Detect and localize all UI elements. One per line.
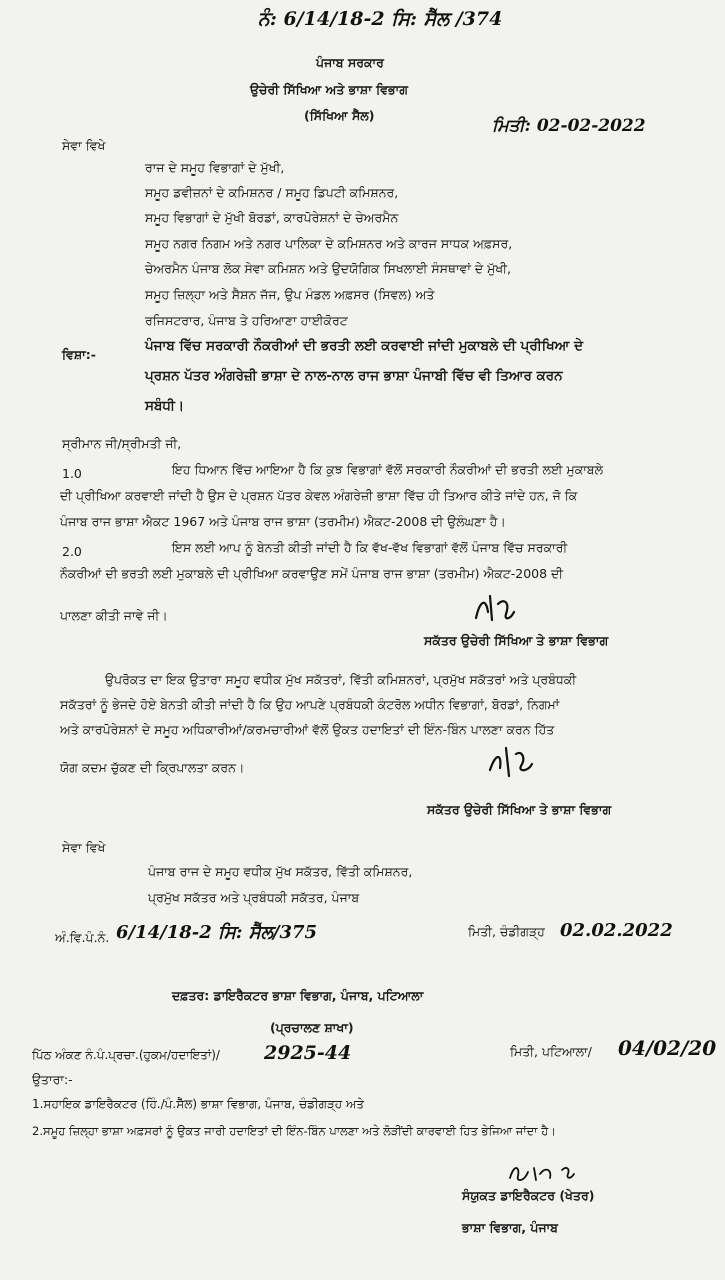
memo-number: ਨੰ: 6/14/18-2 ਸਿ: ਸੈੱਲ /374 [258, 8, 503, 30]
endorsement-line: ਯੋਗ ਕਦਮ ਚੁੱਕਣ ਦੀ ਕ੍ਰਿਪਾਲਤਾ ਕਰਨ। [60, 760, 245, 775]
govt-name: ਪੰਜਾਬ ਸਰਕਾਰ [316, 55, 384, 70]
endorsement-date-label: ਮਿਤੀ, ਚੰਡੀਗੜ੍ਹ [468, 924, 545, 939]
recipient-line: ਚੇਅਰਮੈਨ ਪੰਜਾਬ ਲੋਕ ਸੇਵਾ ਕਮਿਸ਼ਨ ਅਤੇ ਉਦਯੋਗਿਕ ਸਿਖਲਾਈ ਸੰਸਥਾਵਾਂ ਦੇ ਮੁੱਖੀ, [145, 261, 511, 276]
office-ref-prefix: ਪਿੱਠ ਅੰਕਣ ਨੰ.ਪੰ.ਪ੍ਰਚਾ.(ਹੁਕਮ/ਹਦਾਇਤਾਂ)/ [32, 1048, 220, 1062]
paragraph-number: 1.0 [62, 466, 82, 481]
recipient-line: ਸਮੂਹ ਨਗਰ ਨਿਗਮ ਅਤੇ ਨਗਰ ਪਾਲਿਕਾ ਦੇ ਕਮਿਸ਼ਨਰ ਅਤੇ ਕਾਰਜ ਸਾਧਕ ਅਫ਼ਸਰ, [145, 236, 513, 251]
recipients-label: ਸੇਵਾ ਵਿਖੇ [62, 138, 106, 153]
department-name: ਉਚੇਰੀ ਸਿੱਖਿਆ ਅਤੇ ਭਾਸ਼ਾ ਵਿਭਾਗ [250, 82, 408, 97]
paragraph-line: ਪੰਜਾਬ ਰਾਜ ਭਾਸ਼ਾ ਐਕਟ 1967 ਅਤੇ ਪੰਜਾਬ ਰਾਜ ਭਾਸ਼ਾ (ਤਰਮੀਮ) ਐਕਟ-2008 ਦੀ ਉਲੰਘਣਾ ਹੈ। [60, 514, 506, 529]
recipient-line: ਸਮੂਹ ਵਿਭਾਗਾਂ ਦੇ ਮੁੱਖੀ ਬੋਰਡਾਂ, ਕਾਰਪੋਰੇਸ਼ਨਾਂ ਦੇ ਚੇਅਰਮੈਨ [145, 210, 399, 225]
paragraph-line: ਦੀ ਪ੍ਰੀਖਿਆ ਕਰਵਾਈ ਜਾਂਦੀ ਹੈ ਉਸ ਦੇ ਪ੍ਰਸ਼ਨ ਪੱਤਰ ਕੇਵਲ ਅੰਗਰੇਜ਼ੀ ਭਾਸ਼ਾ ਵਿੱਚ ਹੀ ਤਿਆਰ ਕੀਤੇ ਜਾਂਦੇ ਹਨ, ਜੋ ਕਿ [60, 488, 578, 503]
recipients-label: ਸੇਵਾ ਵਿਖੇ [62, 840, 106, 855]
paragraph-line: ਪਾਲਣਾ ਕੀਤੀ ਜਾਵੇ ਜੀ। [60, 608, 168, 623]
signature-mark-icon [486, 744, 536, 780]
office-date-label: ਮਿਤੀ, ਪਟਿਆਲਾ/ [510, 1044, 592, 1059]
office-title: ਦਫ਼ਤਰ: ਡਾਇਰੈਕਟਰ ਭਾਸ਼ਾ ਵਿਭਾਗ, ਪੰਜਾਬ, ਪਟਿਆਲਾ [172, 988, 424, 1003]
recipient-line: ਸਮੂਹ ਡਵੀਜ਼ਨਾਂ ਦੇ ਕਮਿਸ਼ਨਰ / ਸਮੂਹ ਡਿਪਟੀ ਕਮਿਸ਼ਨਰ, [145, 185, 399, 200]
copy-line: 1.ਸਹਾਇਕ ਡਾਇਰੈਕਟਰ (ਹਿੰ./ਪੰ.ਸੈੱਲ) ਭਾਸ਼ਾ ਵਿਭਾਗ, ਪੰਜਾਬ, ਚੰਡੀਗੜ੍ਹ ਅਤੇ [32, 1097, 364, 1111]
recipient-line: ਸਮੂਹ ਜ਼ਿਲ੍ਹਾ ਅਤੇ ਸੈਸ਼ਨ ਜੱਜ, ਉਪ ਮੰਡਲ ਅਫ਼ਸਰ (ਸਿਵਲ) ਅਤੇ [145, 287, 435, 302]
copy-label: ਉਤਾਰਾ:- [32, 1072, 73, 1087]
recipient-line: ਰਜਿਸਟਰਾਰ, ਪੰਜਾਬ ਤੇ ਹਰਿਆਣਾ ਹਾਈਕੋਰਟ [145, 313, 348, 328]
signature-title: ਸਕੱਤਰ ਉਚੇਰੀ ਸਿੱਖਿਆ ਤੇ ਭਾਸ਼ਾ ਵਿਭਾਗ [427, 802, 612, 817]
office-date: 04/02/20 [618, 1036, 717, 1060]
endorsement-prefix: ਅੰ.ਵਿ.ਪੰ.ਨੰ. [55, 930, 110, 945]
endorsement-date: 02.02.2022 [560, 920, 673, 941]
cell-name: (ਸਿੱਖਿਆ ਸੈੱਲ) [304, 108, 375, 123]
salutation: ਸ੍ਰੀਮਾਨ ਜੀ/ਸ੍ਰੀਮਤੀ ਜੀ, [62, 436, 182, 451]
endorsement-line: ਉਪਰੋਕਤ ਦਾ ਇਕ ਉਤਾਰਾ ਸਮੂਹ ਵਧੀਕ ਮੁੱਖ ਸਕੱਤਰਾਂ, ਵਿੱਤੀ ਕਮਿਸ਼ਨਰਾਂ, ਪ੍ਰਮੁੱਖ ਸਕੱਤਰਾਂ ਅਤੇ ਪ੍ਰਬੰਧਕੀ [105, 672, 577, 687]
paragraph-number: 2.0 [62, 544, 82, 559]
subject-line: ਪ੍ਰਸ਼ਨ ਪੱਤਰ ਅੰਗਰੇਜ਼ੀ ਭਾਸ਼ਾ ਦੇ ਨਾਲ-ਨਾਲ ਰਾਜ ਭਾਸ਼ਾ ਪੰਜਾਬੀ ਵਿੱਚ ਵੀ ਤਿਆਰ ਕਰਨ [145, 368, 563, 384]
signature-mark-icon [470, 590, 520, 626]
paragraph-line: ਇਸ ਲਈ ਆਪ ਨੂੰ ਬੇਨਤੀ ਕੀਤੀ ਜਾਂਦੀ ਹੈ ਕਿ ਵੱਖ-ਵੱਖ ਵਿਭਾਗਾਂ ਵੱਲੋਂ ਪੰਜਾਬ ਵਿੱਚ ਸਰਕਾਰੀ [172, 540, 568, 555]
signer-department: ਭਾਸ਼ਾ ਵਿਭਾਗ, ਪੰਜਾਬ [462, 1220, 558, 1235]
copy-line: 2.ਸਮੂਹ ਜ਼ਿਲ੍ਹਾ ਭਾਸ਼ਾ ਅਫ਼ਸਰਾਂ ਨੂੰ ਉਕਤ ਜਾਰੀ ਹਦਾਇਤਾਂ ਦੀ ਇੰਨ-ਬਿੰਨ ਪਾਲਣਾ ਅਤੇ ਲੋੜੀਂਦੀ ਕਾਰਵਾਈ ਹਿਤ ਭੇਜਿਆ ਜਾਂਦਾ ਹੈ। [32, 1124, 557, 1138]
header-date: ਮਿਤੀ: 02-02-2022 [492, 116, 646, 136]
recipient-line: ਪੰਜਾਬ ਰਾਜ ਦੇ ਸਮੂਹ ਵਧੀਕ ਮੁੱਖ ਸਕੱਤਰ, ਵਿੱਤੀ ਕਮਿਸ਼ਨਰ, [148, 864, 413, 879]
subject-label: ਵਿਸ਼ਾ:- [62, 347, 96, 362]
signer-title: ਸੰਯੁਕਤ ਡਾਇਰੈਕਟਰ (ਖੇਤਰ) [462, 1188, 595, 1203]
recipient-line: ਰਾਜ ਦੇ ਸਮੂਹ ਵਿਭਾਗਾਂ ਦੇ ਮੁੱਖੀ, [145, 160, 285, 175]
subject-line: ਸਬੰਧੀ। [145, 398, 185, 414]
signature-title: ਸਕੱਤਰ ਉਚੇਰੀ ਸਿੱਖਿਆ ਤੇ ਭਾਸ਼ਾ ਵਿਭਾਗ [424, 633, 609, 648]
office-ref-number: 2925-44 [264, 1042, 352, 1064]
signature-mark-icon [506, 1160, 590, 1186]
subject-line: ਪੰਜਾਬ ਵਿੱਚ ਸਰਕਾਰੀ ਨੌਕਰੀਆਂ ਦੀ ਭਰਤੀ ਲਈ ਕਰਵਾਈ ਜਾਂਦੀ ਮੁਕਾਬਲੇ ਦੀ ਪ੍ਰੀਖਿਆ ਦੇ [145, 338, 584, 354]
endorsement-number: 6/14/18-2 ਸਿ: ਸੈੱਲ/375 [116, 922, 318, 943]
office-branch: (ਪ੍ਰਚਾਲਣ ਸ਼ਾਖਾ) [270, 1020, 354, 1035]
recipient-line: ਪ੍ਰਮੁੱਖ ਸਕੱਤਰ ਅਤੇ ਪ੍ਰਬੰਧਕੀ ਸਕੱਤਰ, ਪੰਜਾਬ [148, 890, 360, 905]
paragraph-line: ਨੌਕਰੀਆਂ ਦੀ ਭਰਤੀ ਲਈ ਮੁਕਾਬਲੇ ਦੀ ਪ੍ਰੀਖਿਆ ਕਰਵਾਉਣ ਸਮੇਂ ਪੰਜਾਬ ਰਾਜ ਭਾਸ਼ਾ (ਤਰਮੀਮ) ਐਕਟ-2008 ਦੀ [60, 566, 564, 581]
paragraph-line: ਇਹ ਧਿਆਨ ਵਿੱਚ ਆਇਆ ਹੈ ਕਿ ਕੁਝ ਵਿਭਾਗਾਂ ਵੱਲੋਂ ਸਰਕਾਰੀ ਨੌਕਰੀਆਂ ਦੀ ਭਰਤੀ ਲਈ ਮੁਕਾਬਲੇ [172, 462, 604, 477]
endorsement-line: ਅਤੇ ਕਾਰਪੋਰੇਸ਼ਨਾਂ ਦੇ ਸਮੂਹ ਅਧਿਕਾਰੀਆਂ/ਕਰਮਚਾਰੀਆਂ ਵੱਲੋਂ ਉਕਤ ਹਦਾਇਤਾਂ ਦੀ ਇੰਨ-ਬਿੰਨ ਪਾਲਣਾ ਕਰਨ ਹਿੱਤ [60, 722, 555, 737]
endorsement-line: ਸਕੱਤਰਾਂ ਨੂੰ ਭੇਜਦੇ ਹੋਏ ਬੇਨਤੀ ਕੀਤੀ ਜਾਂਦੀ ਹੈ ਕਿ ਉਹ ਆਪਣੇ ਪ੍ਰਬੰਧਕੀ ਕੰਟਰੋਲ ਅਧੀਨ ਵਿਭਾਗਾਂ, ਬੋਰਡਾਂ, ਨਿਗਮਾਂ [60, 697, 560, 712]
